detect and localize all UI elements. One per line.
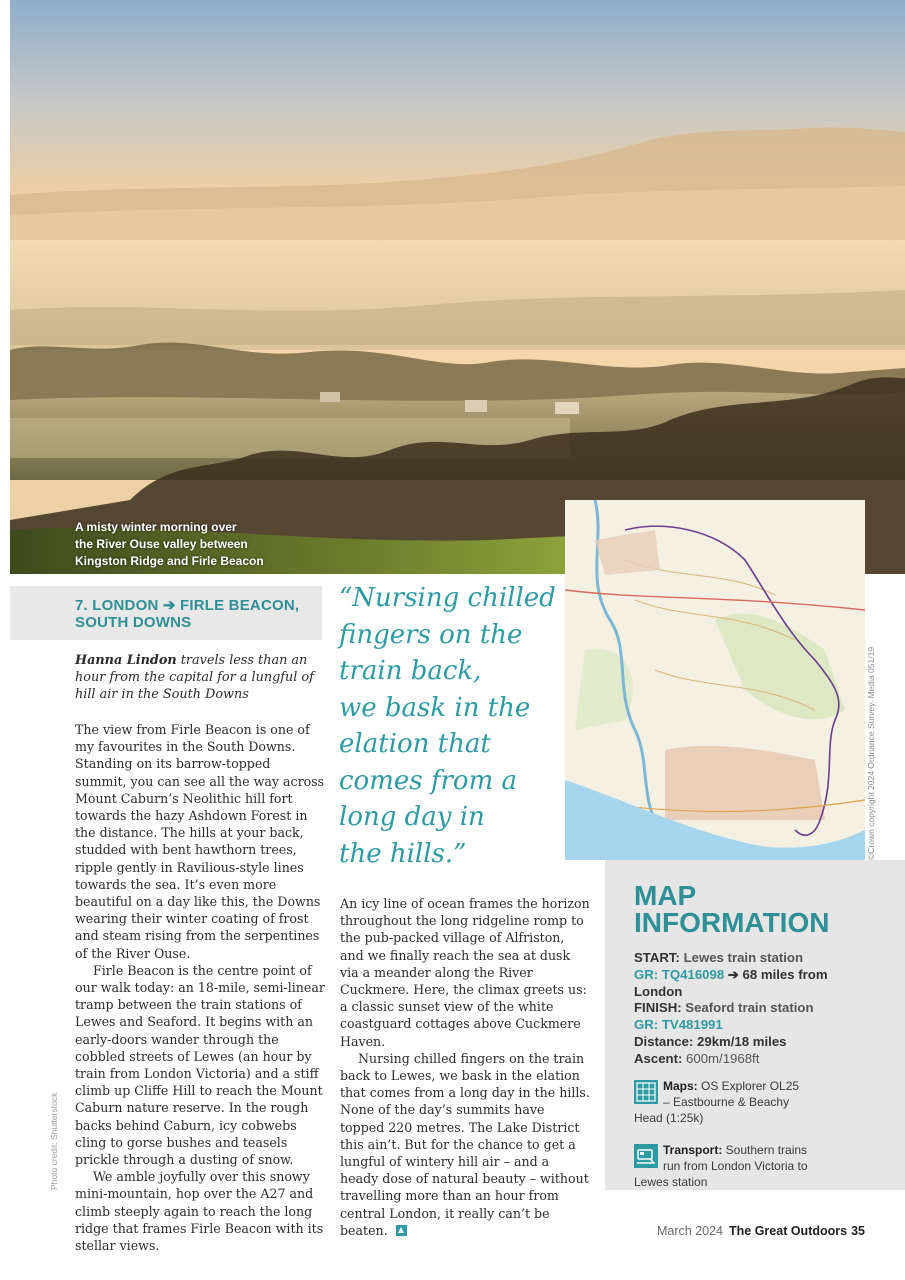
hero-photo (10, 0, 905, 574)
map-information-box (605, 860, 905, 1190)
standfirst-text: travels less than an hour from the capital for a lungful of hill air in the South Downs (75, 653, 314, 703)
route-heading-line: 7. LONDON ➔ FIRLE BEACON, (75, 597, 300, 614)
maps-label: Maps: (663, 1078, 698, 1093)
caption-line: the River Ouse valley between (75, 537, 248, 551)
pull-quote-line: the hills.” (339, 838, 467, 869)
map-copyright (866, 646, 905, 860)
start-distance: ➔ 68 miles from London (634, 966, 828, 999)
body-paragraph: An icy line of ocean frames the horizon throughout the long ridgeline romp to the pub-packed village of Alfriston, and we finally reach the sea at dusk via a meander along the River Cuckmere. Here, the climax greets us: a classic sunset view of the white coastguard cottages above Cuckmere Haven. (340, 896, 590, 1049)
body-paragraph: The view from Firle Beacon is one of my favourites in the South Downs. Standing on its barrow-topped summit, you can see all the way across Mount Caburn’s Neolithic hill fort towards the hazy Ashdown Forest in the distance. The hills at your back, studded with bent hawthorn trees, ripple gently in Ravilious-style lines towards the sea. It’s even more beautiful on a day like this, the Downs wearing their winter coating of frost and steam rising from the serpentines of the River Ouse. (75, 722, 325, 961)
pull-quote-line: “Nursing chilled (339, 583, 556, 613)
ascent-label: Ascent: (634, 1050, 683, 1066)
title-line: INFORMATION (634, 907, 830, 938)
distance-row (634, 1034, 834, 1051)
route-heading-line: SOUTH DOWNS (75, 614, 192, 631)
pull-quote-line: fingers on the (339, 619, 523, 650)
body-paragraph: Firle Beacon is the centre point of our walk today: an 18-mile, semi-linear tramp between the train stations of Lewes and Seaford. It begins with an early-doors wander through the cobbled streets of Lewes (an hour by train from London Victoria) and a stiff climb up Cliffe Hill to reach the Mount Caburn nature reserve. In the rough backs behind Caburn, icy cobwebs cling to gorse bushes and teasels prickle through a dusting of snow. (75, 962, 325, 1168)
start-label: START: (634, 950, 680, 965)
issue-date: March 2024 (657, 1224, 724, 1238)
map-information-title (634, 882, 894, 936)
ascent-row (634, 1051, 834, 1068)
ascent-value: 600m/1968ft (682, 1050, 760, 1066)
finish-value: Seaford train station (681, 1000, 814, 1016)
start-value: Lewes train station (679, 950, 804, 965)
photo-caption (75, 519, 275, 570)
distance-label: Distance: (634, 1033, 694, 1049)
body-paragraph (340, 1050, 590, 1239)
start-grid-ref: GR: TQ416098 (634, 966, 725, 982)
magazine-name: The Great Outdoors (729, 1224, 848, 1238)
pull-quote-line: comes from a (339, 765, 517, 796)
finish-row (634, 1000, 834, 1017)
finish-grid-ref: GR: TV481991 (634, 1017, 723, 1033)
route-map (565, 500, 865, 860)
caption-line: Kingston Ridge and Firle Beacon (75, 554, 264, 568)
finish-gr-row (634, 1017, 834, 1034)
page-footer (657, 1224, 865, 1238)
body-paragraph: We amble joyfully over this snowy mini-mountain, hop over the A27 and climb steeply again to reach the long ridge that frames Firle Beacon with its stellar views. (75, 1169, 324, 1254)
misty-valley-image (10, 0, 905, 574)
photo-credit: Photo credit: Shutterstock (49, 1092, 59, 1190)
end-mark-icon (396, 1225, 407, 1236)
finish-label: FINISH: (634, 1000, 682, 1016)
start-row (634, 950, 834, 967)
author-name: Hanna Lindon (75, 653, 177, 668)
body-paragraph-text: Nursing chilled fingers on the train back to Lewes, we bask in the elation that comes from a long day in the hills. None of the day’s summits have topped 220 metres. The Lake District this ain’t. But for the chance to get a lungful of wintery hill air – and a heady dose of natural beauty – without travelling more than an hour from central London, it really can’t be beaten. (340, 1050, 590, 1238)
transport-value: Southern trains run from London Victoria to Lewes station (634, 1142, 808, 1189)
maps-item (634, 1078, 809, 1126)
pull-quote-line: long day in (339, 802, 485, 832)
standfirst (75, 652, 315, 704)
body-column-1 (75, 721, 325, 1254)
pull-quote-line: train back, (339, 656, 482, 686)
pull-quote (339, 580, 559, 872)
pull-quote-line: elation that (339, 729, 491, 759)
map-grid-icon (634, 1080, 658, 1104)
transport-label: Transport: (663, 1142, 723, 1157)
title-line: MAP (634, 880, 697, 911)
body-column-2 (340, 895, 590, 1239)
route-heading (10, 586, 322, 640)
caption-line: A misty winter morning over (75, 520, 237, 534)
route-details (634, 950, 834, 1068)
start-gr-row (634, 967, 834, 1001)
page-number: 35 (851, 1224, 865, 1238)
maps-value: OS Explorer OL25 – Eastbourne & Beachy Head (1:25k) (634, 1078, 800, 1125)
transport-item (634, 1142, 809, 1190)
map-copyright-text: ©Crown copyright 2024 Ordnance Survey. Media 051/19 (866, 646, 876, 860)
train-icon (634, 1144, 658, 1168)
distance-value: 29km/18 miles (693, 1033, 787, 1049)
pull-quote-line: we bask in the (339, 692, 531, 723)
os-map-image (565, 500, 865, 860)
